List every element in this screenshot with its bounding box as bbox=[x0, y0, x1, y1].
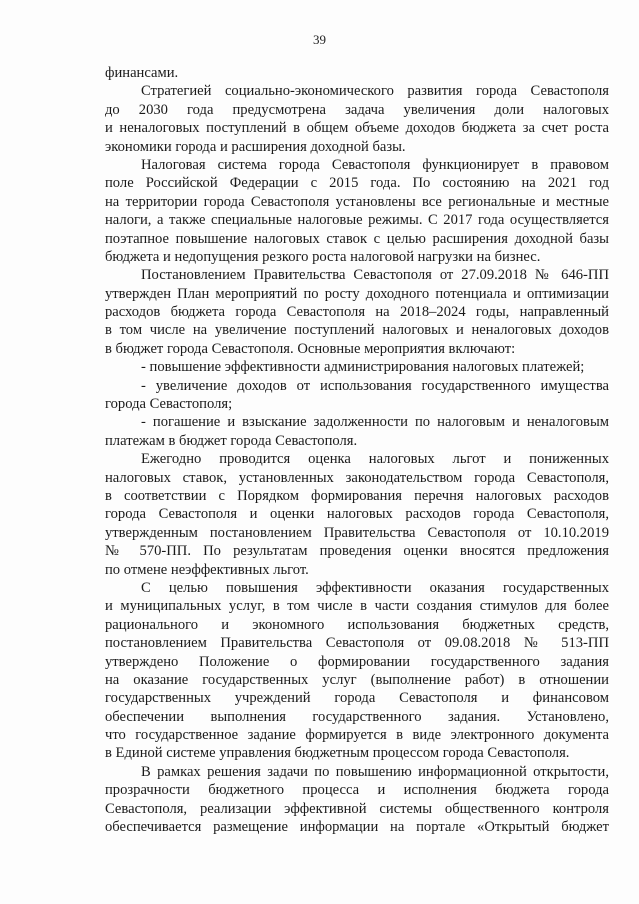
text-line: бюджета и недопущения резкого роста налоговой нагрузки на бизнес. bbox=[105, 248, 541, 265]
text-line: поле Российской Федерации с 2015 года. По состоянию на 2021 год bbox=[105, 175, 609, 192]
text-line: Налоговая система города Севастополя функционирует в правовом bbox=[141, 156, 609, 173]
text-line: по отмене неэффективных льгот. bbox=[105, 561, 309, 578]
paragraph bbox=[105, 64, 609, 82]
text-line: в бюджет города Севастополя. Основные мероприятия включают: bbox=[105, 340, 516, 357]
text-line: В рамках решения задачи по повышению информационной открытости, bbox=[141, 763, 609, 780]
text-line: Постановлением Правительства Севастополя от 27.09.2018 № 646-ПП bbox=[141, 267, 609, 284]
text-line: Севастополя, реализации эффективной системы общественного контроля bbox=[105, 800, 609, 817]
text-line: - повышение эффективности администрирования налоговых платежей; bbox=[141, 359, 585, 376]
text-line: - увеличение доходов от использования государственного имущества bbox=[141, 377, 609, 394]
text-line: и муниципальных услуг, в том числе в части создания стимулов для более bbox=[105, 598, 609, 615]
text-line: финансами. bbox=[105, 65, 179, 81]
text-line: - погашение и взыскание задолженности по налоговым и неналоговым bbox=[141, 414, 609, 431]
text-line: обеспечивается размещение информации на портале «Открытый бюджет bbox=[105, 819, 609, 836]
text-line: города Севастополя; bbox=[105, 396, 233, 413]
text-line: до 2030 года предусмотрена задача увеличения доли налоговых bbox=[105, 101, 609, 118]
page-number: 39 bbox=[313, 32, 326, 47]
paragraph bbox=[105, 763, 609, 837]
text-line: расходов бюджета города Севастополя на 2018–2024 годы, направленный bbox=[105, 304, 609, 321]
text-line: государственных учреждений города Севастополя и финансовом bbox=[105, 690, 609, 707]
text-line: в соответствии с Порядком формирования перечня налоговых расходов bbox=[105, 487, 609, 504]
paragraph bbox=[105, 377, 609, 414]
text-line: что государственное задание формируется в виде электронного документа bbox=[105, 727, 609, 744]
text-line: налоги, а также специальные налоговые режимы. С 2017 года осуществляется bbox=[105, 212, 609, 229]
paragraph bbox=[105, 450, 609, 579]
text-line: поэтапное повышение налоговых ставок с целью расширения доходной базы bbox=[105, 230, 609, 247]
text-line: Стратегией социально-экономического развития города Севастополя bbox=[141, 83, 609, 100]
paragraph bbox=[105, 266, 609, 358]
text-line: рационального и экономного использования бюджетных средств, bbox=[105, 616, 609, 633]
paragraph bbox=[105, 358, 609, 376]
paragraph bbox=[105, 156, 609, 266]
text-line: утвержден План мероприятий по росту доходного потенциала и оптимизации bbox=[105, 285, 609, 302]
text-line: № 570-ПП. По результатам проведения оценки вносятся предложения bbox=[105, 543, 609, 560]
text-line: экономики города и расширения доходной базы. bbox=[105, 138, 406, 155]
text-line: платежам в бюджет города Севастополя. bbox=[105, 432, 358, 449]
text-line: на оказание государственных услуг (выполнение работ) в отношении bbox=[105, 671, 609, 688]
text-line: утверждено Положение о формировании государственного задания bbox=[105, 653, 609, 670]
text-line: С целью повышения эффективности оказания государственных bbox=[141, 579, 609, 596]
document-body bbox=[105, 64, 609, 836]
text-line: на территории города Севастополя установлены все региональные и местные bbox=[105, 193, 609, 210]
text-line: налоговых ставок, установленных законодательством города Севастополя, bbox=[105, 469, 609, 486]
text-line: и неналоговых поступлений в общем объеме доходов бюджета за счет роста bbox=[105, 120, 609, 137]
text-line: обеспечении выполнения государственного задания. Установлено, bbox=[105, 708, 609, 725]
text-line: постановлением Правительства Севастополя от 09.08.2018 № 513-ПП bbox=[105, 635, 609, 652]
text-line: Ежегодно проводится оценка налоговых льгот и пониженных bbox=[141, 451, 609, 468]
text-line: в том числе на увеличение поступлений налоговых и неналоговых доходов bbox=[105, 322, 609, 339]
text-line: города Севастополя и оценки налоговых расходов города Севастополя, bbox=[105, 506, 609, 523]
paragraph bbox=[105, 579, 609, 763]
text-line: утвержденным постановлением Правительства Севастополя от 10.10.2019 bbox=[105, 524, 609, 541]
text-line: прозрачности бюджетного процесса и исполнения бюджета города bbox=[105, 782, 609, 799]
paragraph bbox=[105, 82, 609, 156]
paragraph bbox=[105, 413, 609, 450]
text-line: в Единой системе управления бюджетным процессом города Севастополя. bbox=[105, 745, 570, 762]
